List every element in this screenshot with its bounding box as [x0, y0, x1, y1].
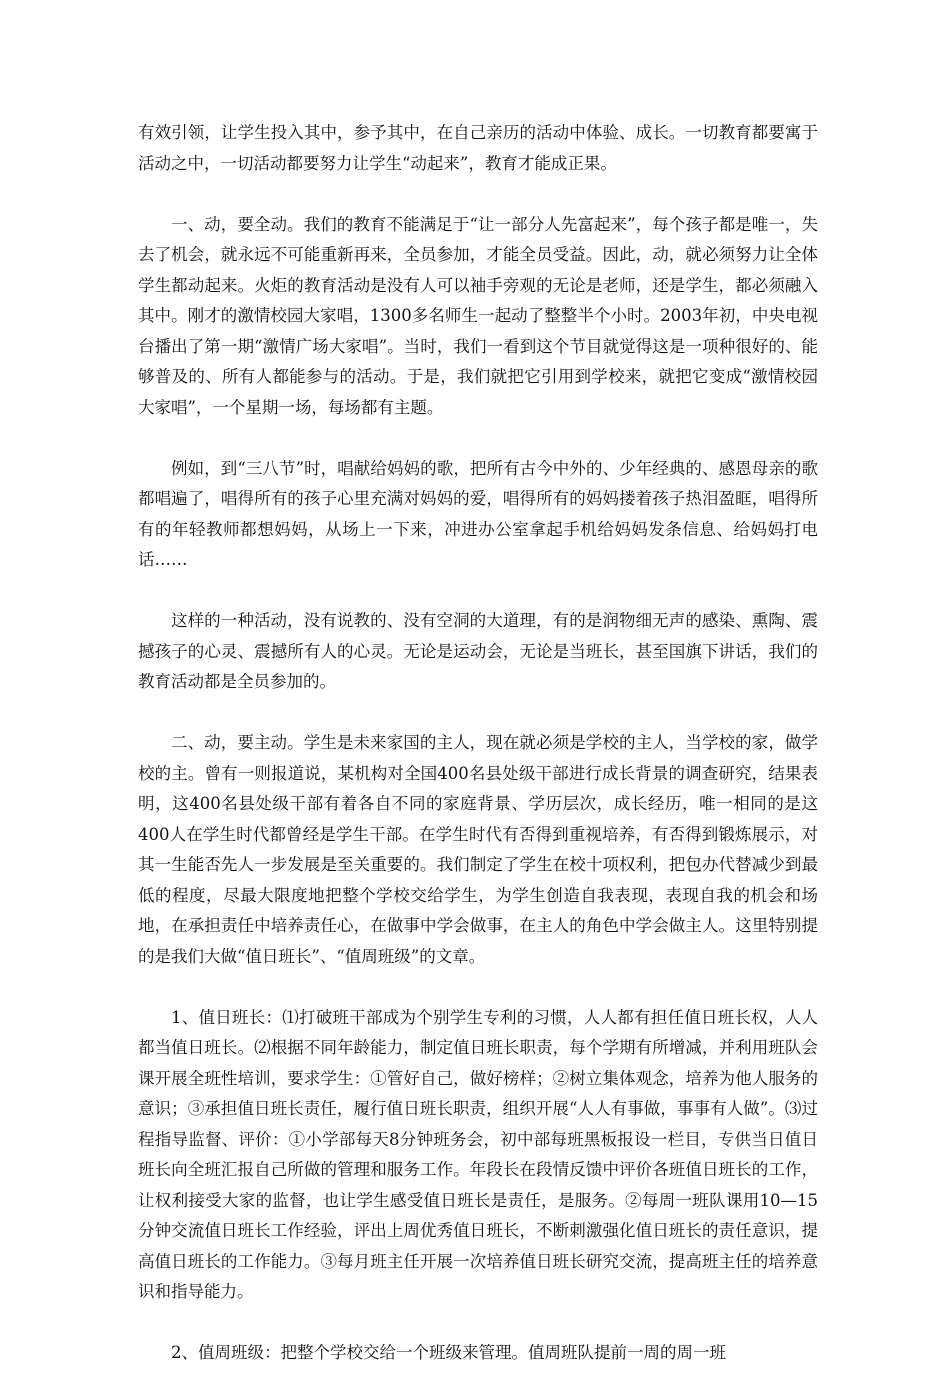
paragraph-section-two: 二、动，要主动。学生是未来家国的主人，现在就必须是学校的主人，当学校的家，做学校的主。曾有一则报道说，某机构对全国400名县处级干部进行成长背景的调查研究，结果表明，这400名县处级干部有着各自不同的家庭背景、学历层次，成长经历，唯一相同的是这400人在学生时代都曾经是学生干部。在学生时代有否得到重视培养，有否得到锻炼展示，对其一生能否先人一步发展是至关重要的。我们制定了学生在校十项权利，把包办代替减少到最低的程度，尽最大限度地把整个学校交给学生，为学生创造自我表现，表现自我的机会和场地，在承担责任中培养责任心，在做事中学会做事，在主人的角色中学会做主人。这里特别提的是我们大做“值日班长”、“值周班级”的文章。 [138, 733, 818, 966]
paragraph-activity-summary: 这样的一种活动，没有说教的、没有空洞的大道理，有的是润物细无声的感染、熏陶、震撼孩子的心灵、震撼所有人的心灵。无论是运动会，无论是当班长，甚至国旗下讲话，我们的教育活动都是全员参加的。 [138, 611, 818, 691]
paragraph-duty-monitor: 1、值日班长：⑴打破班干部成为个别学生专利的习惯，人人都有担任值日班长权，人人都当值日班长。⑵根据不同年龄能力，制定值日班长职责，每个学期有所增减，并利用班队会课开展全班性培训，要求学生：①管好自己，做好榜样；②树立集体观念，培养为他人服务的意识；③承担值日班长责任，履行值日班长职责，组织开展“人人有事做，事事有人做”。⑶过程指导监督、评价：①小学部每天8分钟班务会，初中部每班黑板报设一栏目，专供当日值日班长向全班汇报自己所做的管理和服务工作。年段长在段情反馈中评价各班值日班长的工作，让权利接受大家的监督，也让学生感受值日班长是责任，是服务。②每周一班队课用10—15分钟交流值日班长工作经验，评出上周优秀值日班长，不断刺激强化值日班长的责任意识，提高值日班长的工作能力。③每月班主任开展一次培养值日班长研究交流，提高班主任的培养意识和指导能力。 [138, 1007, 818, 1301]
paragraph-example: 例如，到“三八节”时，唱献给妈妈的歌，把所有古今中外的、少年经典的、感恩母亲的歌都唱遍了，唱得所有的孩子心里充满对妈妈的爱，唱得所有的妈妈搂着孩子热泪盈眶，唱得所有的年轻教师都想妈妈，从场上一下来，冲进办公室拿起手机给妈妈发条信息、给妈妈打电话…… [138, 458, 818, 569]
paragraph-intro-continued: 有效引领，让学生投入其中，参予其中，在自己亲历的活动中体验、成长。一切教育都要寓于活动之中，一切活动都要努力让学生“动起来”，教育才能成正果。 [138, 123, 818, 173]
paragraph-section-one: 一、动，要全动。我们的教育不能满足于“让一部分人先富起来”，每个孩子都是唯一，失去了机会，就永远不可能重新再来，全员参加，才能全员受益。因此，动，就必须努力让全体学生都动起来。火炬的教育活动是没有人可以袖手旁观的无论是老师，还是学生，都必须融入其中。刚才的激情校园大家唱，1300多名师生一起动了整整半个小时。2003年初，中央电视台播出了第一期“激情广场大家唱”。当时，我们一看到这个节目就觉得这是一项种很好的、能够普及的、所有人都能参与的活动。于是，我们就把它引用到学校来，就把它变成“激情校园大家唱”，一个星期一场，每场都有主题。 [138, 214, 818, 417]
paragraph-duty-class: 2、值周班级：把整个学校交给一个班级来管理。值周班队提前一周的周一班 [171, 1343, 726, 1362]
document-body [138, 118, 818, 1399]
